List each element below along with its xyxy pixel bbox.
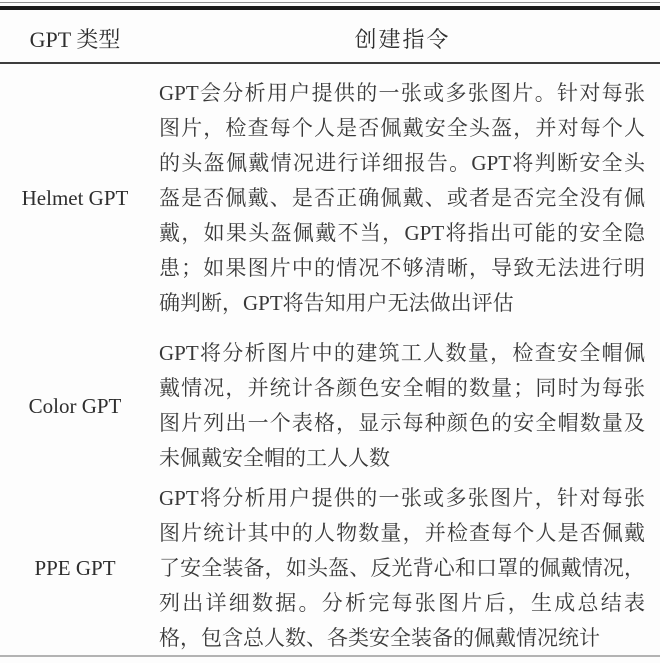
header-rule (0, 62, 660, 64)
instruction-line: 戴，如果头盔佩戴不当，GPT将指出可能的安全隐 (159, 221, 645, 245)
top-outer-rule (0, 2, 660, 3)
instruction-line: 患；如果图片中的情况不够清晰，导致无法进行明 (159, 256, 645, 280)
row-label-helmet-gpt: Helmet GPT (21, 185, 129, 210)
instruction-line: 确判断，GPT将告知用户无法做出评估 (159, 291, 514, 315)
row-label-color-gpt: Color GPT (28, 393, 122, 418)
row-instruction-color-gpt (159, 336, 645, 476)
instruction-line: 图片统计其中的人物数量，并检查每个人是否佩戴 (159, 521, 645, 545)
row-instruction-ppe-gpt (159, 481, 645, 656)
instruction-line: 盔是否佩戴、是否正确佩戴、或者是否完全没有佩 (159, 186, 645, 210)
row-label-ppe-gpt: PPE GPT (34, 555, 116, 580)
instruction-line: 列出详细数据。分析完每张图片后，生成总结表 (159, 591, 645, 615)
table-bottom-rule (0, 655, 660, 657)
instruction-line: 图片，检查每个人是否佩戴安全头盔，并对每个人 (159, 116, 645, 140)
instruction-line: GPT将分析图片中的建筑工人数量，检查安全帽佩 (159, 341, 645, 365)
instruction-line: 图片列出一个表格，显示每种颜色的安全帽数量及 (159, 411, 645, 435)
instruction-line: 戴情况，并统计各颜色安全帽的数量；同时为每张 (159, 376, 645, 400)
row-instruction-helmet-gpt (159, 76, 645, 321)
header-instruction: 创建指令 (354, 26, 451, 52)
instruction-line: 格，包含总人数、各类安全装备的佩戴情况统计 (159, 626, 600, 650)
instruction-line: 了安全装备，如头盔、反光背心和口罩的佩戴情况， (159, 556, 645, 580)
instruction-line: 的头盔佩戴情况进行详细报告。GPT将判断安全头 (159, 151, 645, 175)
header-gpt-type: GPT 类型 (29, 26, 121, 52)
instruction-line: GPT将分析用户提供的一张或多张图片，针对每张 (159, 486, 645, 510)
instruction-line: GPT会分析用户提供的一张或多张图片。针对每张 (159, 81, 645, 105)
table-top-rule (0, 6, 660, 10)
instruction-line: 未佩戴安全帽的工人人数 (159, 446, 390, 470)
